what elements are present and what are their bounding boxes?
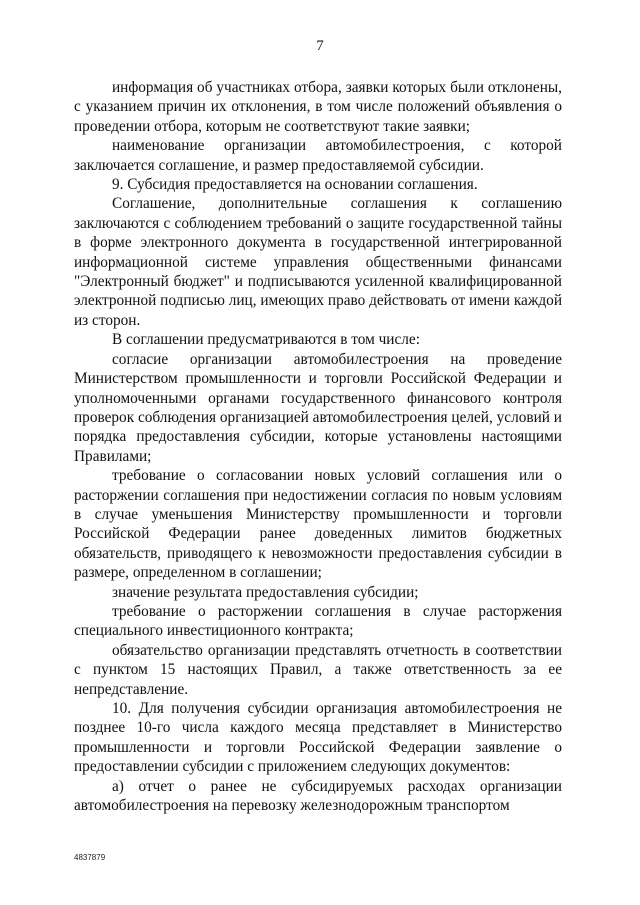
paragraph: наименование организации автомобилестроения, с которой заключается соглашение, и размер предоставляемой субсидии. <box>74 137 562 174</box>
page-number: 7 <box>316 38 324 54</box>
paragraph: обязательство организации представлять отчетность в соответствии с пунктом 15 настоящих Правил, а также ответственность за ее непредставление. <box>74 641 562 698</box>
paragraph: В соглашении предусматриваются в том числе: <box>112 331 420 349</box>
paragraph: 9. Субсидия предоставляется на основании соглашения. <box>112 176 478 194</box>
document-body <box>74 78 562 815</box>
document-code: 4837879 <box>74 853 106 862</box>
paragraph: согласие организации автомобилестроения на проведение Министерством промышленности и торговли Российской Федерации и уполномоченными органами государственного финансового контроля проверок соблюдения организацией автомобилестроения целей, условий и порядка предоставления субсидии, которые установлены настоящими Правилами; <box>74 350 562 465</box>
paragraph: а) отчет о ранее не субсидируемых расходах организации автомобилестроения на перевозку железнодорожным транспортом <box>74 777 562 815</box>
paragraph: информация об участниках отбора, заявки которых были отклонены, с указанием причин их отклонения, в том числе положений объявления о проведении отбора, которым не соответствуют такие заявки; <box>74 79 562 135</box>
paragraph: требование о согласовании новых условий соглашения или о расторжении соглашения при недостижении согласия по новым условиям в случае уменьшения Министерству промышленности и торговли Российской Федерации ранее доведенных лимитов бюджетных обязательств, приводящего к невозможности предоставления субсидии в размере, определенном в соглашении; <box>74 467 562 582</box>
paragraph: Соглашение, дополнительные соглашения к соглашению заключаются с соблюдением требований о защите государственной тайны в форме электронного документа в государственной интегрированной информационной системе управления общественными финансами "Электронный бюджет" и подписываются усиленной квалифицированной электронной подписью лиц, имеющих право действовать от имени каждой из сторон. <box>74 195 562 329</box>
paragraph: значение результата предоставления субсидии; <box>112 583 419 601</box>
paragraph: требование о расторжении соглашения в случае расторжения специального инвестиционного контракта; <box>74 602 562 640</box>
paragraph: 10. Для получения субсидии организация автомобилестроения не позднее 10-го числа каждого месяца представляет в Министерство промышленности и торговли Российской Федерации заявление о предоставлении субсидии с приложением следующих документов: <box>74 700 562 776</box>
